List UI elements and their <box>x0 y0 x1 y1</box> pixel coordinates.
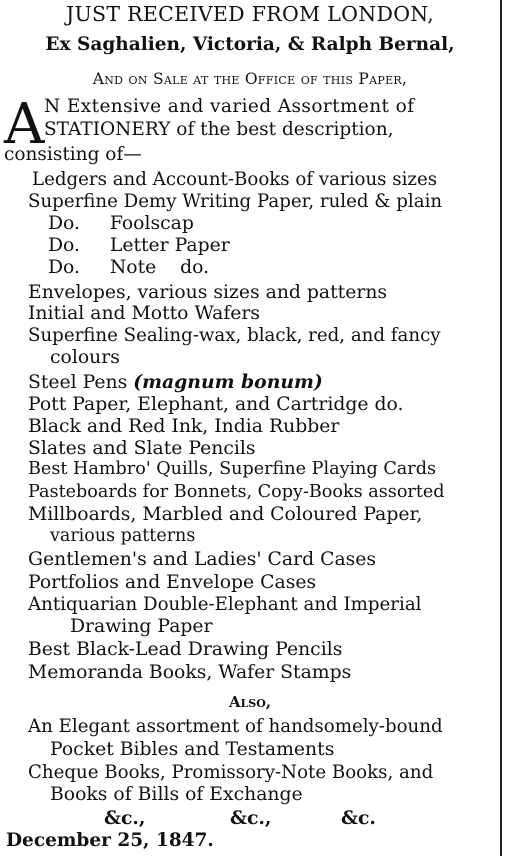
list-item: Best Black-Lead Drawing Pencils <box>28 639 343 660</box>
list-item: Superfine Sealing-wax, black, red, and fancy <box>28 325 441 346</box>
column-rule <box>500 0 502 856</box>
list-item: Best Hambro' Quills, Superfine Playing Cards <box>28 459 436 479</box>
list-item: Black and Red Ink, India Rubber <box>28 416 340 437</box>
intro-line-1: N Extensive and varied Assortment of <box>44 96 415 117</box>
sale-location-line: And on Sale at the Office of this Paper, <box>92 70 408 88</box>
list-item: Pocket Bibles and Testaments <box>50 739 335 760</box>
list-item: Do. Letter Paper <box>48 235 230 256</box>
list-item-note: (magnum bonum) <box>133 371 323 393</box>
list-item: Portfolios and Envelope Cases <box>28 572 317 593</box>
list-item: Do. Note do. <box>48 257 210 278</box>
list-item: colours <box>50 347 120 368</box>
list-item: An Elegant assortment of handsomely-bound <box>28 716 443 737</box>
list-item: Superfine Demy Writing Paper, ruled & plain <box>28 191 443 212</box>
list-item: Slates and Slate Pencils <box>28 438 256 459</box>
list-item: Do. Foolscap <box>48 213 194 234</box>
etc-3: &c. <box>341 807 376 829</box>
list-item: Drawing Paper <box>70 616 213 637</box>
list-item: Cheque Books, Promissory-Note Books, and <box>28 762 434 783</box>
intro-line-3: consisting of— <box>4 144 142 165</box>
list-item: Millboards, Marbled and Coloured Paper, <box>28 504 423 525</box>
list-item: Gentlemen's and Ladies' Card Cases <box>28 549 377 570</box>
date-line: December 25, 1847. <box>6 830 214 851</box>
list-item: Memoranda Books, Wafer Stamps <box>28 662 352 683</box>
list-item: Ledgers and Account-Books of various sizes <box>32 169 438 190</box>
list-item: Books of Bills of Exchange <box>50 784 303 805</box>
intro-line-2: STATIONERY of the best description, <box>44 119 394 140</box>
list-item: Initial and Motto Wafers <box>28 303 260 324</box>
list-item: various patterns <box>50 526 196 546</box>
etc-2: &c., <box>230 807 272 829</box>
list-item: Pasteboards for Bonnets, Copy-Books assorted <box>28 482 445 502</box>
list-item <box>28 373 323 393</box>
etc-1: &c., <box>104 807 146 829</box>
drop-cap: A <box>4 92 45 157</box>
list-item: Antiquarian Double-Elephant and Imperial <box>28 594 422 615</box>
list-item-text: Steel Pens <box>28 372 128 393</box>
list-item: Envelopes, various sizes and patterns <box>28 282 388 303</box>
ships-line: Ex Saghalien, Victoria, & Ralph Bernal, <box>45 34 455 55</box>
headline: JUST RECEIVED FROM LONDON, <box>65 2 435 26</box>
also-heading: Also, <box>228 693 272 711</box>
list-item: Pott Paper, Elephant, and Cartridge do. <box>28 394 404 415</box>
etc-line <box>0 809 500 831</box>
